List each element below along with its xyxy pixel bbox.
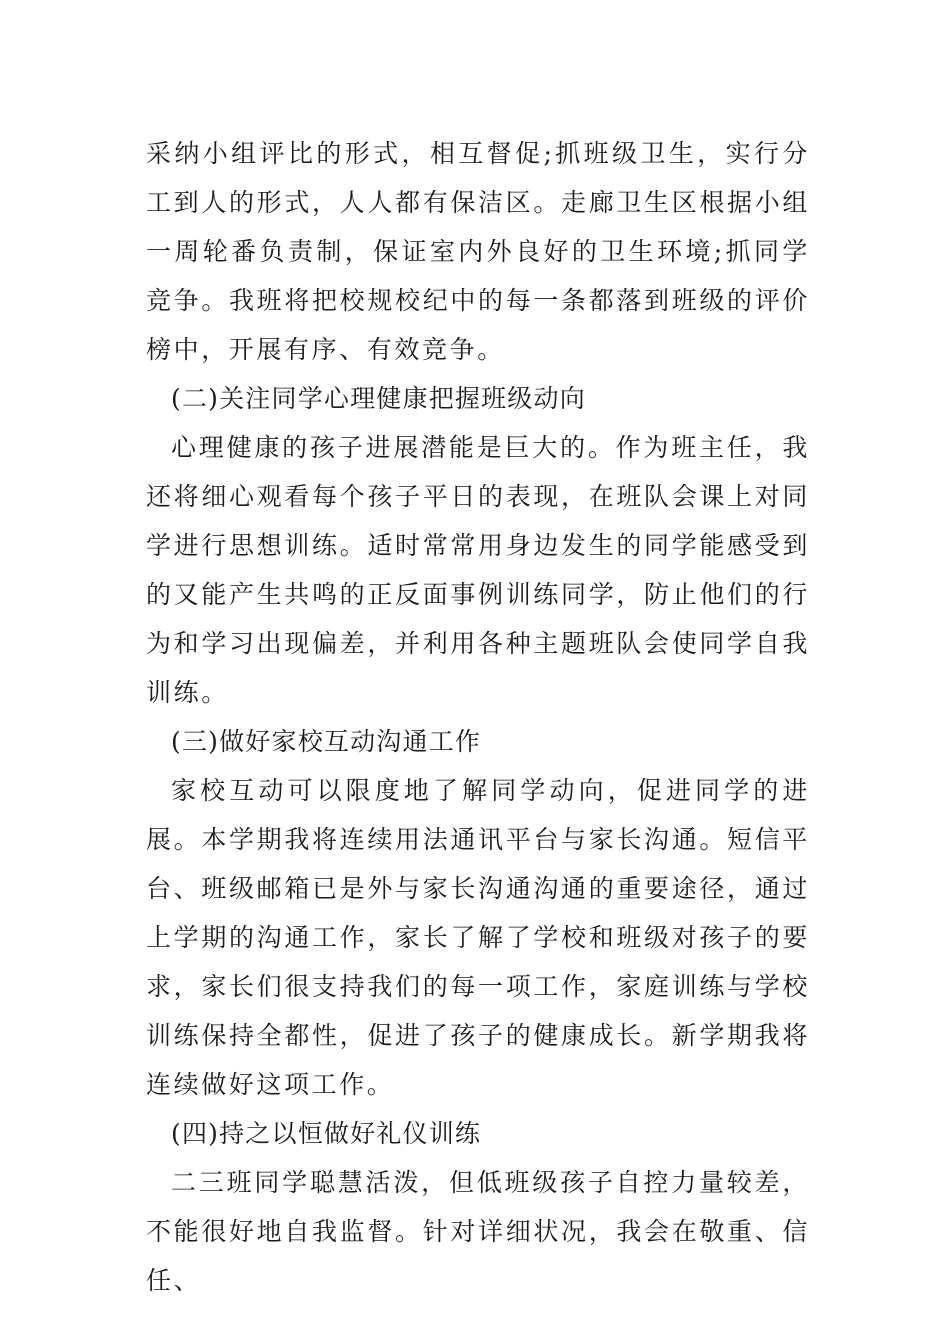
body-paragraph: 心理健康的孩子进展潜能是巨大的。作为班主任，我还将细心观看每个孩子平日的表现，在班队会课上对同学进行思想训练。适时常常用身边发生的同学能感受到的又能产生共鸣的正反面事例训练同学，防止他们的行为和学习出现偏差，并利用各种主题班队会使同学自我训练。 <box>146 433 810 707</box>
body-paragraph: 采纳小组评比的形式，相互督促;抓班级卫生，实行分工到人的形式，人人都有保洁区。走廊卫生区根据小组一周轮番负责制，保证室内外良好的卫生环境;抓同学竞争。我班将把校规校纪中的每一条都落到班级的评价榜中，开展有序、有效竞争。 <box>146 139 810 364</box>
body-paragraph: 家校互动可以限度地了解同学动向，促进同学的进展。本学期我将连续用法通讯平台与家长沟通。短信平台、班级邮箱已是外与家长沟通沟通的重要途径，通过上学期的沟通工作，家长了解了学校和班级对孩子的要求，家长们很支持我们的每一项工作，家庭训练与学校训练保持全都性，促进了孩子的健康成长。新学期我将连续做好这项工作。 <box>146 776 810 1099</box>
body-paragraph: 二三班同学聪慧活泼，但低班级孩子自控力量较差，不能很好地自我监督。针对详细状况，我会在敬重、信任、 <box>146 1168 810 1295</box>
document-body <box>146 129 810 1305</box>
section-heading: (四)持之以恒做好礼仪训练 <box>171 1119 482 1148</box>
section-heading: (三)做好家校互动沟通工作 <box>171 727 482 756</box>
section-heading: (二)关注同学心理健康把握班级动向 <box>171 384 586 413</box>
